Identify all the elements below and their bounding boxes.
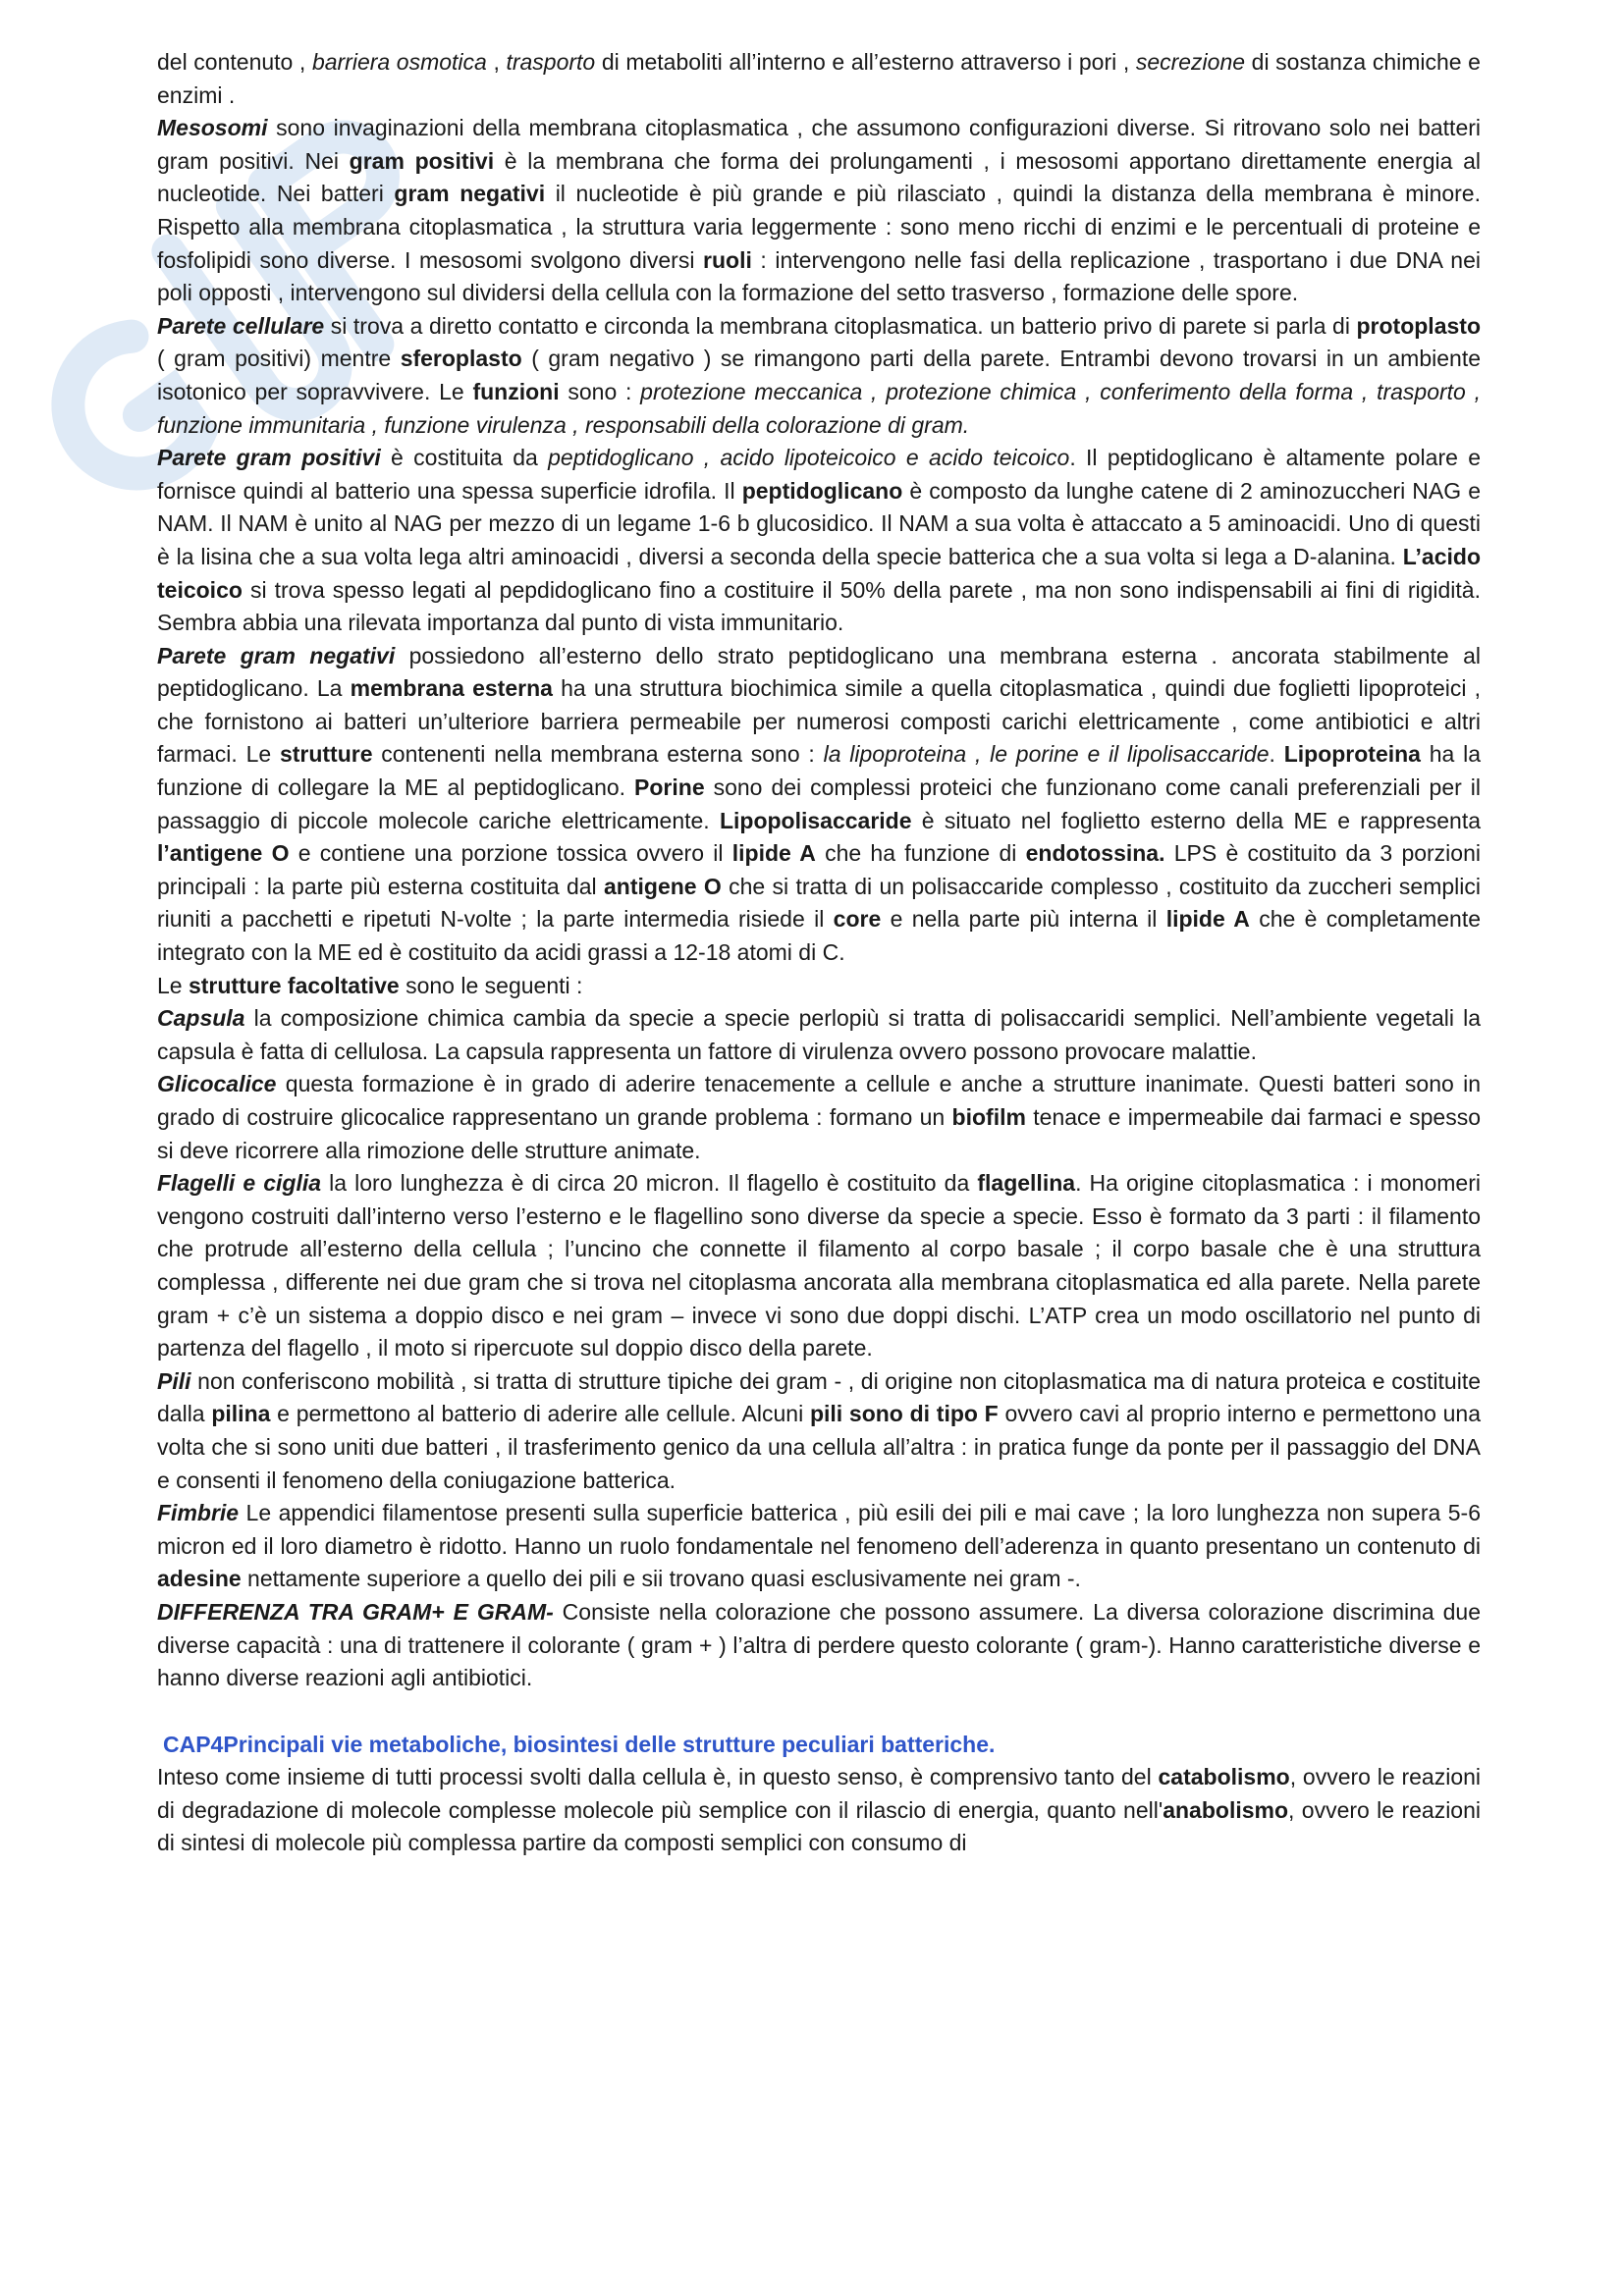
text-run: che ha funzione di [815,840,1026,867]
text-run: è costituita da [380,445,549,471]
text-run: ha una struttura biochimica simile a quella citoplasmatica , quindi due foglietti lipoproteici , che fornistono ai batteri un’ulteriore barriera permeabile per numerosi composti carichi elettricamente , come antibiotici e altri farmaci. Le [157,675,1482,768]
text-run: il nucleotide è più grande e più rilasciato , quindi la distanza della membrana è minore. Rispetto alla membrana citoplasmatica , la struttura varia leggermente : sono meno ricchi di enzimi e le percentuali di proteine e fosfolipidi sono diverse. I mesosomi svolgono diversi [157,181,1481,273]
text-run: è composto da lunghe catene di 2 aminozuccheri NAG e NAM. Il NAM è unito al NAG per mezzo di un legame 1-6 b glucosidico. Il NAM a sua volta è attaccato a 5 aminoacidi. Uno di questi è la lisina che a sua volta lega altri aminoacidi , diversi a seconda della specie batterica che a sua volta si lega a D-alanina. [157,477,1482,569]
text-run: Inteso come insieme di tutti processi svolti dalla cellula è, in questo senso, è comprensivo tanto del [157,1764,1159,1790]
text-run: si trova a diretto contatto e circonda la membrana citoplasmatica. un batterio privo di parete si parla di [324,312,1357,339]
bold-term: core [833,906,882,933]
text-run: Le appendici filamentose presenti sulla superficie batterica , più esili dei pili e mai cave ; la loro lunghezza non supera 5-6 micron ed il loro diametro è ridotto. Hanno un ruolo fondamentale nel fenomeno dell’aderenza in quanto presentano un contenuto di [157,1500,1481,1559]
text-run: Consiste nella colorazione che possono assumere. La diversa colorazione discrimina due diverse capacità : una di trattenere il colorante ( gram + ) l’altra di perdere questo colorante ( gram-). Hanno caratteristiche diverse e hanno diverse reazioni agli antibiotici. [157,1598,1481,1691]
text-run: tenace e impermeabile dai farmaci e spesso si deve ricorrere alla rimozione delle strutture animate. [157,1104,1481,1163]
paragraph [157,46,1481,112]
paragraph [157,1365,1481,1497]
bold-term: membrana esterna [350,675,553,702]
bold-term: lipide A [1165,906,1250,933]
text-run: di sostanza chimiche e enzimi . [157,49,1481,108]
bold-term: Glicocalice [157,1071,277,1097]
bold-term: Pili [157,1367,191,1394]
paragraph [157,442,1481,640]
bold-term: l’antigene O [157,840,290,867]
italic-text: secrezione [1135,49,1246,75]
paragraph [157,1002,1481,1068]
text-run: ovvero cavi al proprio interno e permettono una volta che si sono uniti due batteri , il trasferimento genico da una cellula all’altra : in pratica funge da ponte per il passaggio del DNA e consenti il fenomeno della coniugazione batterica. [157,1401,1481,1493]
bold-term: L’acido teicoico [157,543,1481,603]
bold-term: biofilm [951,1104,1026,1130]
italic-text: la lipoproteina , le porine e il lipolisaccaride [823,741,1270,768]
paragraph [157,1596,1481,1695]
bold-term: Mesosomi [157,115,268,141]
text-run: del contenuto , [157,49,312,75]
bold-term: Porine [634,774,705,801]
text-run: LPS è costituito da 3 porzioni principali : la parte più esterna costituita dal [157,840,1481,899]
paragraph [157,1497,1481,1596]
text-run: la composizione chimica cambia da specie a specie perlopiù si tratta di polisaccaridi semplici. Nell’ambiente vegetali la capsula è fatta di cellulosa. La capsula rappresenta un fattore di virulenza ovvero possono provocare malattie. [157,1005,1481,1064]
text-run: sono le seguenti : [399,972,583,998]
paragraph [157,1068,1481,1167]
text-run: e nella parte più interna il [881,906,1166,933]
text-run: si trova spesso legati al pepdidoglicano fino a costituire il 50% della parete , ma non sono indispensabili ai fini di rigidità. Sembra abbia una rilevata importanza dal punto di vista immunitario. [157,576,1481,636]
text-run: ha la funzione di collegare la ME al peptidoglicano. [157,741,1482,801]
bold-term: gram negativi [394,181,546,207]
bold-term: adesine [157,1566,242,1592]
italic-text: peptidoglicano , acido lipoteicoico e acido teicoico [548,445,1070,471]
bold-term: Lipopolisaccaride [719,807,912,833]
text-run: è situato nel foglietto esterno della ME e rappresenta [911,807,1482,833]
text-run: è la membrana che forma dei prolungamenti , i mesosomi apportano direttamente energia al nucleotide. Nei batteri [157,147,1481,207]
bold-term: DIFFERENZA TRA GRAM+ E GRAM- [157,1598,554,1625]
bold-term: peptidoglicano [741,477,903,504]
bold-term: protoplasto [1356,312,1481,339]
text-run: che si tratta di un polisaccaride complesso , costituito da zuccheri semplici riuniti a pacchetti e ripetuti N-volte ; la parte intermedia risiede il [157,873,1481,933]
bold-term: pilina [211,1401,271,1427]
bold-term: ruoli [703,246,752,273]
bold-term: Parete gram positivi [157,445,381,471]
text-run: sono dei complessi proteici che funzionano come canali preferenziali per il passaggio di piccole molecole cariche elettricamente. [157,774,1481,833]
bold-term: strutture [279,741,373,768]
paragraph [157,112,1481,310]
text-run: Le [157,972,189,998]
section-heading: CAP4Principali vie metaboliche, biosintesi delle strutture peculiari batteriche. [163,1731,996,1757]
bold-term: gram positivi [349,147,495,174]
bold-term: strutture facoltative [188,972,400,998]
paragraph [157,310,1481,442]
bold-term: pili sono di tipo F [809,1401,999,1427]
bold-term: Lipoproteina [1283,741,1421,768]
paragraph [157,1167,1481,1365]
text-run: : intervengono nelle fasi della replicazione , trasportano i due DNA nei poli opposti , intervengono sul dividersi della cellula con la formazione del setto trasverso , formazione delle spore. [157,246,1481,306]
italic-text: barriera osmotica [311,49,487,75]
bold-term: sferoplasto [400,346,522,372]
bold-term: Parete gram negativi [157,642,396,668]
bold-term: endotossina. [1025,840,1165,867]
bold-term: lipide A [731,840,816,867]
text-run: che è completamente integrato con la ME ed è costituito da acidi grassi a 12-18 atomi di C. [157,906,1482,966]
text-run: nettamente superiore a quello dei pili e sii trovano quasi esclusivamente nei gram -. [241,1566,1081,1592]
italic-text: trasporto [506,49,596,75]
text-run: sono invaginazioni della membrana citoplasmatica , che assumono configurazioni diverse. Si ritrovano solo nei batteri gram positivi. Nei [157,115,1481,174]
document-page [157,46,1481,1860]
bold-term: Flagelli e ciglia [157,1170,322,1197]
bold-term: catabolismo [1158,1764,1290,1790]
text-run: , ovvero le reazioni di sintesi di molecole più complessa partire da composti semplici con consumo di [157,1796,1481,1856]
bold-term: flagellina [977,1170,1076,1197]
bold-term: Capsula [157,1005,245,1032]
bold-term: Fimbrie [157,1500,240,1526]
bold-term: antigene O [604,873,722,899]
text-run: , [486,49,507,75]
text-run: la loro lunghezza è di circa 20 micron. Il flagello è costituito da [321,1170,978,1197]
text-run: . Ha origine citoplasmatica : i monomeri vengono costruiti dall’interno verso l’esterno e le flagellino sono diverse da specie a specie. Esso è formato da 3 parti : il filamento che protrude all’esterno della cellula ; l’uncino che connette il filamento al corpo basale ; il corpo basale che è una struttura complessa , differente nei due gram che si trova nel citoplasma ancorata alla membrana citoplasmatica ed alla parete. Nella parete gram + c’è un sistema a doppio disco e nei gram – invece vi sono due doppi dischi. L’ATP crea un modo oscillatorio nel punto di partenza del flagello , il moto si ripercuote sul doppio disco della parete. [157,1170,1481,1362]
text-run: . Il peptidoglicano è altamente polare e fornisce quindi al batterio una spessa superficie idrofila. Il [157,445,1482,504]
text-run: possiedono all’esterno dello strato peptidoglicano una membrana esterna . ancorata stabilmente al peptidoglicano. La [157,642,1481,702]
text-run: non conferiscono mobilità , si tratta di strutture tipiche dei gram - , di origine non citoplasmatica ma di natura proteica e costituite dalla [157,1367,1481,1427]
text-run: e contiene una porzione tossica ovvero il [289,840,732,867]
bold-term: anabolismo [1163,1796,1289,1823]
text-run: ( gram negativo ) se rimangono parti della parete. Entrambi devono trovarsi in un ambiente isotonico per sopravvivere. Le [157,346,1482,404]
paragraph [157,970,1481,1003]
closing-paragraph [157,1761,1481,1860]
text-run: questa formazione è in grado di aderire tenacemente a cellule e anche a strutture inanimate. Questi batteri sono in grado di costruire glicocalice rappresentano un grande problema : formano un [157,1071,1481,1130]
text-run: di metaboliti all’interno e all’esterno attraverso i pori , [595,49,1136,75]
bold-term: Parete cellulare [157,312,325,339]
body-text [157,46,1481,1695]
paragraph [157,640,1481,970]
text-run: sono : [559,378,641,404]
text-run: . [1269,741,1284,768]
text-run: ( gram positivi) mentre [157,346,401,372]
italic-text: protezione meccanica , protezione chimica , conferimento della forma , trasporto , funzione immunitaria , funzione virulenza , responsabili della colorazione di gram. [157,378,1481,438]
bold-term: funzioni [472,378,560,404]
text-run: , ovvero le reazioni di degradazione di molecole complesse molecole più semplice con il rilascio di energia, quanto nell' [157,1764,1482,1823]
text-run: contenenti nella membrana esterna sono : [372,741,824,768]
text-run: e permettono al batterio di aderire alle cellule. Alcuni [270,1401,810,1427]
